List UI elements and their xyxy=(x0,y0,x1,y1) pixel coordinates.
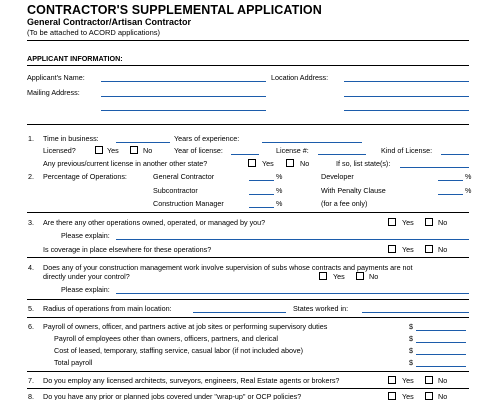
kind-of-license-label: Kind of License: xyxy=(381,146,433,155)
op-penalty-clause-field[interactable] xyxy=(438,194,463,195)
location-address-field[interactable] xyxy=(344,81,469,82)
q6-leased-labor-label: Cost of leased, temporary, staffing service, casual labor (if not included above) xyxy=(54,346,304,355)
q3-coverage-question: Is coverage in place elsewhere for these operations? xyxy=(43,245,212,254)
mailing-address-field-2[interactable] xyxy=(101,110,266,111)
q7-yes-label: Yes xyxy=(402,376,414,385)
op-developer-label: Developer xyxy=(321,172,354,181)
list-states-label: If so, list state(s): xyxy=(336,159,391,168)
q8-yes-label: Yes xyxy=(402,392,414,400)
q8-question: Do you have any prior or planned jobs covered under "wrap-up" or OCP policies? xyxy=(43,392,302,400)
page-title: CONTRACTOR'S SUPPLEMENTAL APPLICATION xyxy=(27,3,322,17)
years-experience-label: Years of experience: xyxy=(174,134,240,143)
q3-coverage-no-label: No xyxy=(438,245,448,254)
other-state-license-label: Any previous/current license in another other state? xyxy=(43,159,208,168)
section-divider xyxy=(27,212,469,213)
total-payroll-field[interactable] xyxy=(416,366,466,367)
q3-number: 3. xyxy=(28,218,34,227)
q6-currency-1: $ xyxy=(409,322,413,331)
other-state-no-checkbox[interactable] xyxy=(286,159,294,167)
q3-yes-checkbox[interactable] xyxy=(388,218,396,226)
op-construction-manager-field[interactable] xyxy=(249,207,274,208)
q3-question: Are there any other operations owned, operated, or managed by you? xyxy=(43,218,266,227)
op-subcontractor-label: Subcontractor xyxy=(153,186,198,195)
q4-yes-checkbox[interactable] xyxy=(319,272,327,280)
q6-currency-4: $ xyxy=(409,358,413,367)
q3-no-checkbox[interactable] xyxy=(425,218,433,226)
q7-question: Do you employ any licensed architects, surveyors, engineers, Real Estate agents or brokers? xyxy=(43,376,340,385)
op-general-contractor-unit: % xyxy=(276,172,283,181)
applicant-name-field[interactable] xyxy=(101,81,266,82)
section-divider xyxy=(27,124,469,125)
section-divider xyxy=(27,299,469,300)
year-of-license-field[interactable] xyxy=(231,154,259,155)
q4-question-line1: Does any of your construction management work involve supervision of subs whose contracts and payments are not xyxy=(43,263,413,272)
states-worked-field[interactable] xyxy=(362,312,469,313)
q7-no-checkbox[interactable] xyxy=(425,376,433,384)
q4-number: 4. xyxy=(28,263,34,272)
section-divider xyxy=(27,257,469,258)
q6-payroll-employees-label: Payroll of employees other than owners, officers, partners, and clerical xyxy=(54,334,278,343)
q5-number: 5. xyxy=(28,304,34,313)
q6-payroll-owners-label: Payroll of owners, officer, and partners active at job sites or performing supervisory duties xyxy=(43,322,328,331)
q3-coverage-yes-checkbox[interactable] xyxy=(388,245,396,253)
states-worked-label: States worked in: xyxy=(293,304,349,313)
q8-no-label: No xyxy=(438,392,448,400)
q6-currency-3: $ xyxy=(409,346,413,355)
list-states-field[interactable] xyxy=(400,167,469,168)
op-penalty-clause-unit: % xyxy=(465,186,472,195)
time-in-business-label: Time in business: xyxy=(43,134,99,143)
q6-number: 6. xyxy=(28,322,34,331)
op-subcontractor-field[interactable] xyxy=(249,194,274,195)
mailing-address-field-1[interactable] xyxy=(101,96,266,97)
other-state-yes-checkbox[interactable] xyxy=(248,159,256,167)
licensed-label: Licensed? xyxy=(43,146,76,155)
licensed-no-label: No xyxy=(143,146,153,155)
section-divider xyxy=(27,317,469,318)
op-developer-field[interactable] xyxy=(438,180,463,181)
op-construction-manager-label: Construction Manager xyxy=(153,199,224,208)
kind-of-license-field[interactable] xyxy=(441,154,469,155)
op-construction-manager-unit: % xyxy=(276,199,283,208)
q4-explain-label: Please explain: xyxy=(61,285,110,294)
q4-yes-label: Yes xyxy=(333,272,345,281)
applicant-divider xyxy=(27,65,469,66)
licensed-no-checkbox[interactable] xyxy=(130,146,138,154)
section-divider xyxy=(27,388,469,389)
payroll-employees-field[interactable] xyxy=(416,342,466,343)
section-divider xyxy=(27,371,469,372)
q7-yes-checkbox[interactable] xyxy=(388,376,396,384)
q3-coverage-yes-label: Yes xyxy=(402,245,414,254)
year-of-license-label: Year of license: xyxy=(174,146,223,155)
q3-coverage-no-checkbox[interactable] xyxy=(425,245,433,253)
op-subcontractor-unit: % xyxy=(276,186,283,195)
q4-explain-field[interactable] xyxy=(116,293,469,294)
header-divider xyxy=(27,40,469,41)
location-address-label: Location Address: xyxy=(271,73,329,82)
q8-no-checkbox[interactable] xyxy=(425,392,433,400)
fee-only-note: (for a fee only) xyxy=(321,199,368,208)
licensed-yes-label: Yes xyxy=(107,146,119,155)
op-general-contractor-label: General Contractor xyxy=(153,172,215,181)
q7-no-label: No xyxy=(438,376,448,385)
applicant-section-title: APPLICANT INFORMATION: xyxy=(27,54,123,63)
time-in-business-field[interactable] xyxy=(116,142,170,143)
applicant-name-label: Applicant's Name: xyxy=(27,73,85,82)
mailing-address-label: Mailing Address: xyxy=(27,88,80,97)
q3-explain-field[interactable] xyxy=(116,239,469,240)
op-developer-unit: % xyxy=(465,172,472,181)
radius-operations-label: Radius of operations from main location: xyxy=(43,304,172,313)
q4-question-line2: directly under your control? xyxy=(43,272,130,281)
q1-number: 1. xyxy=(28,134,34,143)
q6-currency-2: $ xyxy=(409,334,413,343)
other-state-yes-label: Yes xyxy=(262,159,274,168)
location-address-field-3[interactable] xyxy=(344,110,469,111)
other-state-no-label: No xyxy=(300,159,310,168)
q8-number: 8. xyxy=(28,392,34,400)
years-experience-field[interactable] xyxy=(262,142,362,143)
payroll-owners-field[interactable] xyxy=(416,330,466,331)
q2-number: 2. xyxy=(28,172,34,181)
q6-total-payroll-label: Total payroll xyxy=(54,358,93,367)
license-number-label: License #: xyxy=(276,146,309,155)
q4-no-checkbox[interactable] xyxy=(356,272,364,280)
license-number-field[interactable] xyxy=(318,154,366,155)
percentage-operations-label: Percentage of Operations: xyxy=(43,172,127,181)
radius-operations-field[interactable] xyxy=(193,312,286,313)
op-penalty-clause-label: With Penalty Clause xyxy=(321,186,386,195)
q3-explain-label: Please explain: xyxy=(61,231,110,240)
licensed-yes-checkbox[interactable] xyxy=(95,146,103,154)
location-address-field-2[interactable] xyxy=(344,96,469,97)
page-subtitle: General Contractor/Artisan Contractor xyxy=(27,17,192,27)
q3-yes-label: Yes xyxy=(402,218,414,227)
op-general-contractor-field[interactable] xyxy=(249,180,274,181)
leased-labor-field[interactable] xyxy=(416,354,466,355)
q7-number: 7. xyxy=(28,376,34,385)
q3-no-label: No xyxy=(438,218,448,227)
q4-no-label: No xyxy=(369,272,379,281)
q8-yes-checkbox[interactable] xyxy=(388,392,396,400)
attachment-note: (To be attached to ACORD applications) xyxy=(27,28,160,37)
